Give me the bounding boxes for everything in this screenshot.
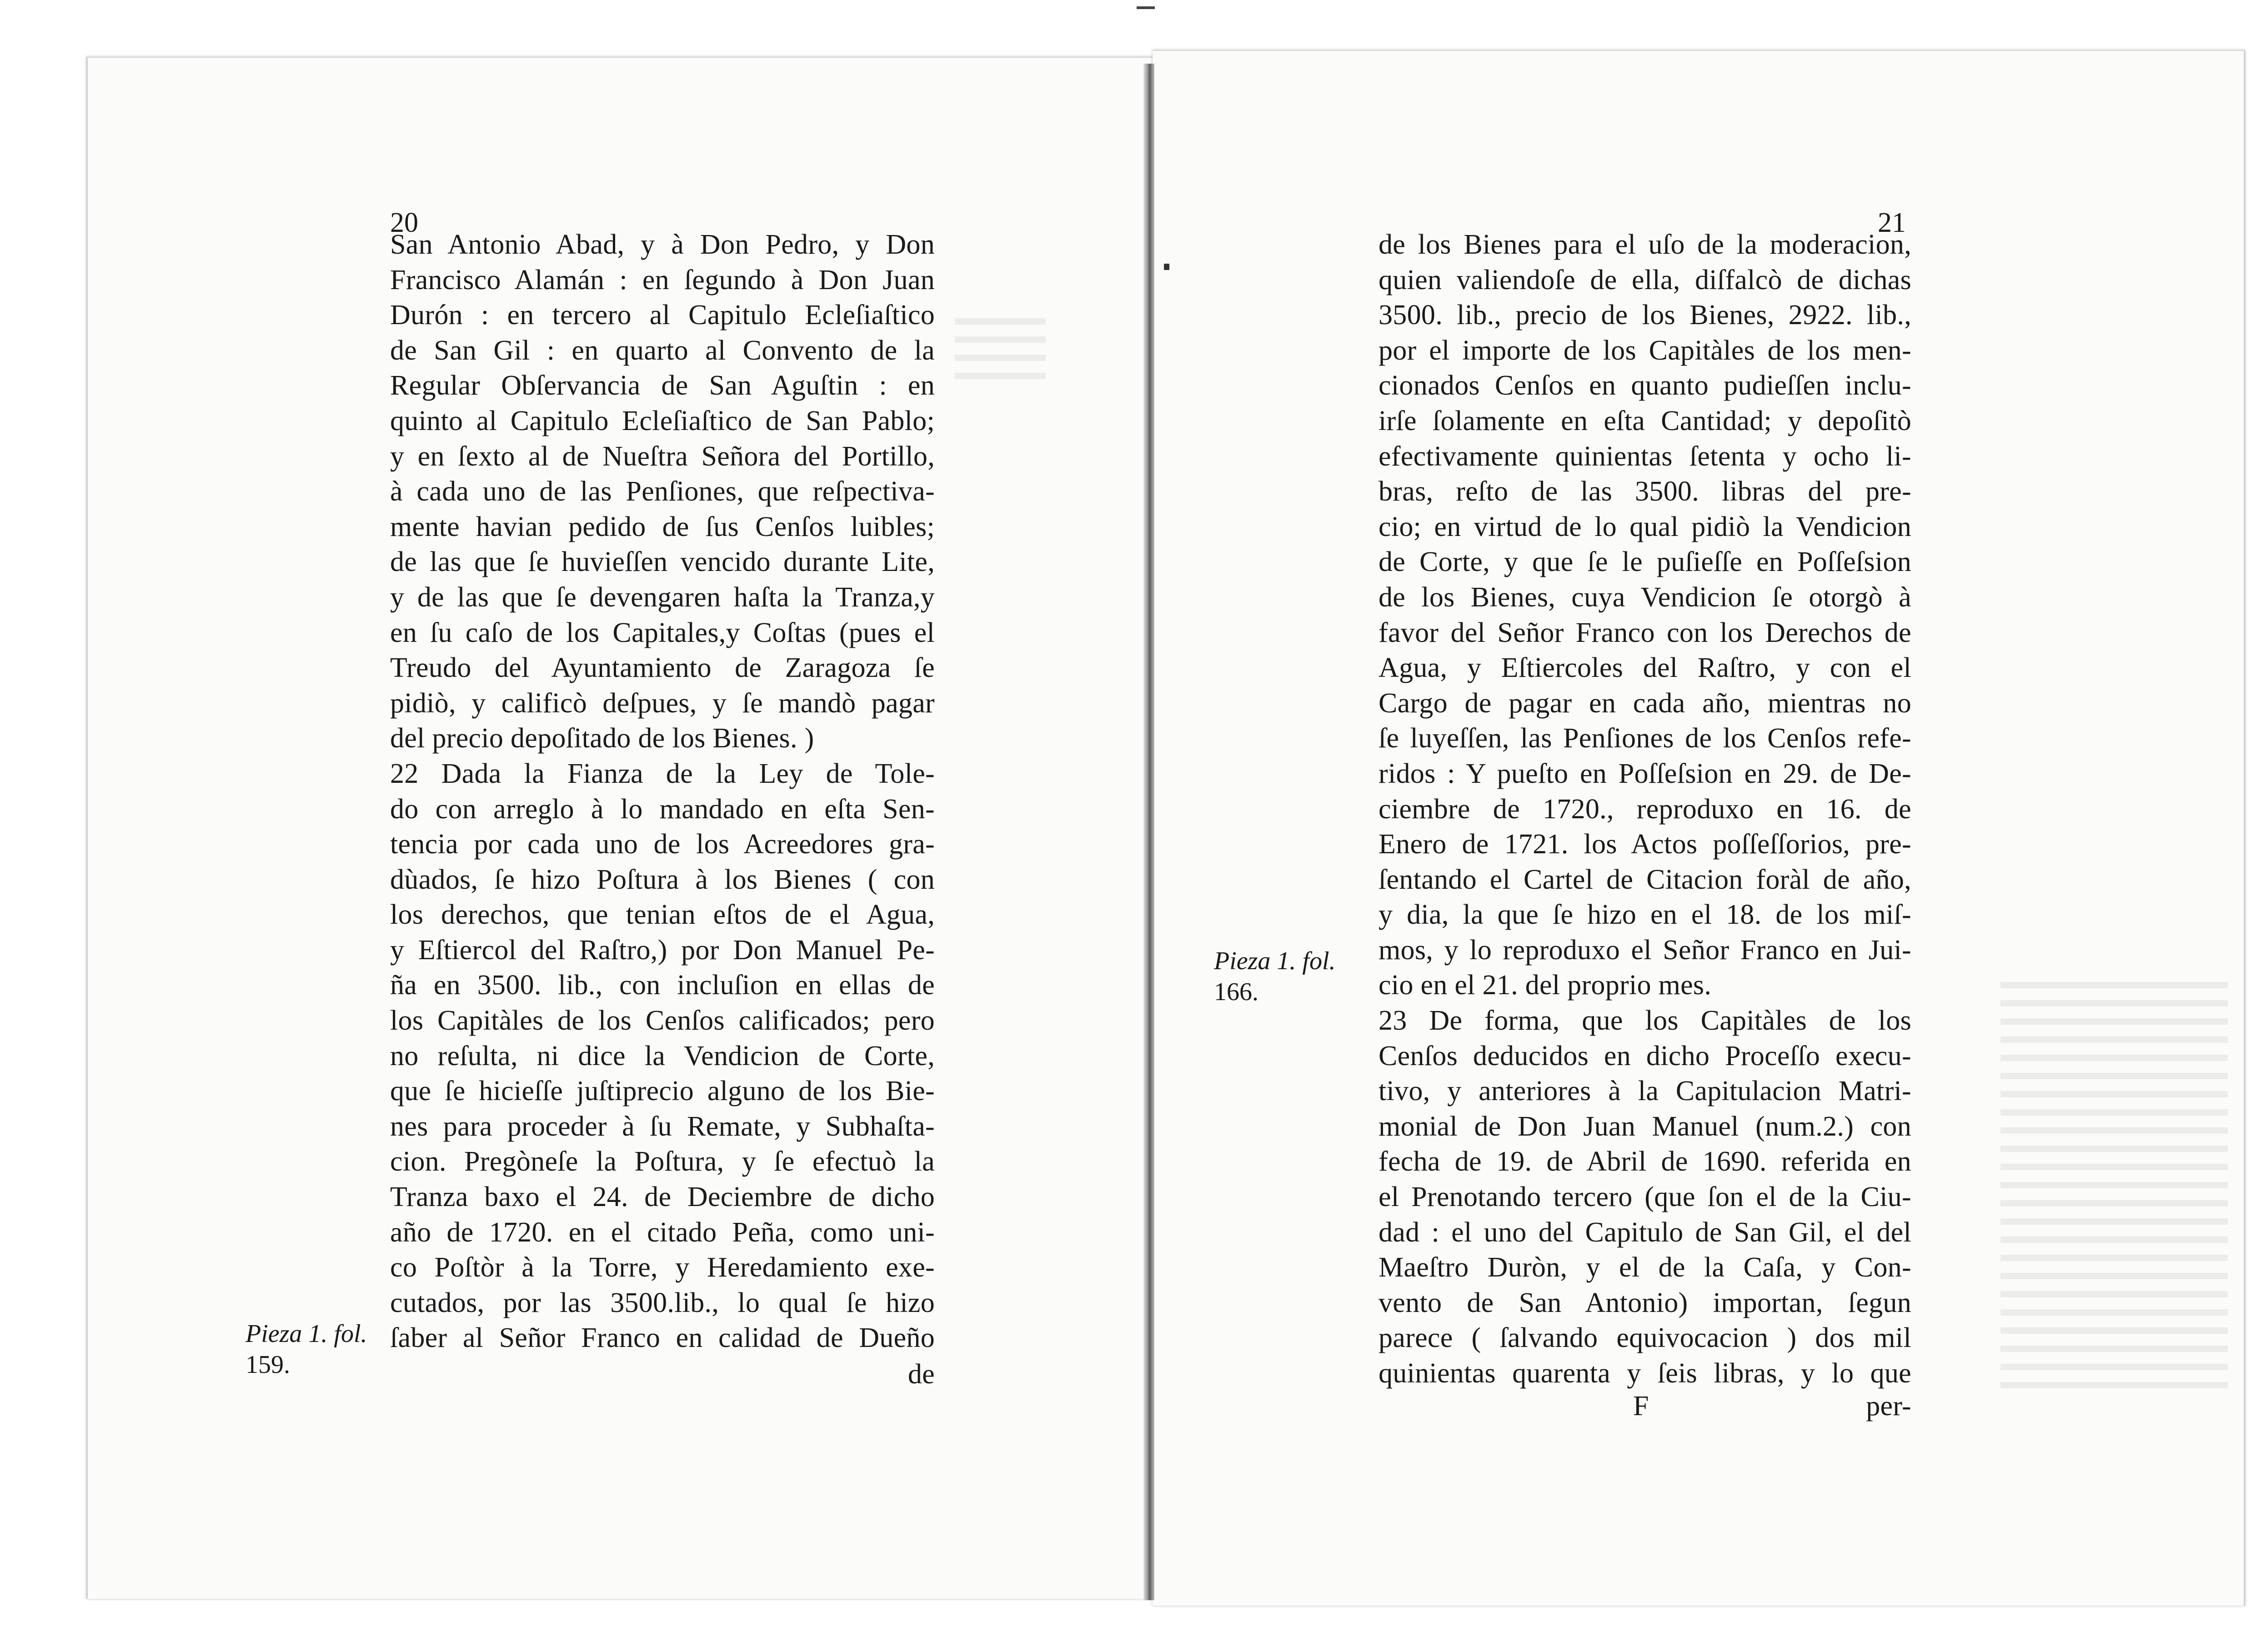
text-line: dùados, ſe hizo Poſtura à los Bienes ( con <box>390 864 935 895</box>
text-line: quinto al Capitulo Ecleſiaſtico de San Pablo; <box>390 405 935 436</box>
text-line: en ſu caſo de los Capitales,y Coſtas (pues el <box>390 617 935 648</box>
text-line: ſentando el Cartel de Citacion foràl de año, <box>1379 864 1911 895</box>
text-line: Maeſtro Duròn, y el de la Caſa, y Con- <box>1379 1252 1911 1283</box>
text-line: y Eſtiercol del Raſtro,) por Don Manuel Pe- <box>390 934 935 966</box>
margin-note-right-number: 166. <box>1214 978 1258 1006</box>
bleed-through-left <box>955 318 1046 391</box>
text-line: mente havian pedido de ſus Cenſos luibles; <box>390 511 935 542</box>
text-line: San Antonio Abad, y à Don Pedro, y Don <box>390 229 935 260</box>
text-line: ſaber al Señor Franco en calidad de Dueño <box>390 1322 935 1354</box>
margin-note-left-number: 159. <box>246 1351 290 1379</box>
text-line: efectivamente quinientas ſetenta y ocho li- <box>1379 441 1911 472</box>
text-line: parece ( ſalvando equivocacion ) dos mil <box>1379 1322 1911 1354</box>
text-line: de Corte, y que ſe le puſieſſe en Poſſeſsion <box>1379 546 1911 578</box>
text-line: fecha de 19. de Abril de 1690. referida en <box>1379 1146 1911 1177</box>
text-line: dad : el uno del Capitulo de San Gil, el del <box>1379 1216 1911 1248</box>
text-line: y dia, la que ſe hizo en el 18. de los miſ- <box>1379 899 1911 931</box>
left-catchword <box>390 1357 935 1392</box>
catchword-left: de <box>907 1359 935 1390</box>
signature-mark: F <box>1633 1391 1649 1422</box>
right-page-footer <box>1379 1389 1911 1424</box>
text-line: Enero de 1721. los Actos poſſeſſorios, pre- <box>1379 829 1911 860</box>
text-line: nes para proceder à ſu Remate, y Subhaſta- <box>390 1111 935 1142</box>
page-number-left: 20 <box>390 207 418 238</box>
text-line: co Poſtòr à la Torre, y Heredamiento exe- <box>390 1252 935 1283</box>
text-line: los derechos, que tenian eſtos de el Agua, <box>390 899 935 931</box>
text-line: mos, y lo reproduxo el Señor Franco en Jui- <box>1379 934 1911 966</box>
text-line: cutados, por las 3500.lib., lo qual ſe hizo <box>390 1287 935 1318</box>
text-line: Regular Obſervancia de San Aguſtin : en <box>390 370 935 401</box>
text-line: quien valiendoſe de ella, diſfalcò de dichas <box>1379 264 1911 295</box>
catchword-right: per- <box>1866 1391 1911 1422</box>
text-line: 3500. lib., precio de los Bienes, 2922. lib., <box>1379 300 1911 331</box>
text-line: irſe ſolamente en eſta Cantidad; y depoſitò <box>1379 405 1911 436</box>
text-line: de los Bienes para el uſo de la moderacion, <box>1379 229 1911 260</box>
top-mark <box>1137 6 1155 9</box>
text-line: los Capitàles de los Cenſos calificados; pero <box>390 1005 935 1036</box>
text-line: tivo, y anteriores à la Capitulacion Matri- <box>1379 1076 1911 1107</box>
right-footer-line <box>1379 1389 1911 1424</box>
text-line: ſe luyeſſen, las Penſiones de los Cenſos refe- <box>1379 723 1911 754</box>
text-line: Tranza baxo el 24. de Deciembre de dicho <box>390 1181 935 1213</box>
text-line: cion. Pregòneſe la Poſtura, y ſe efectuò la <box>390 1146 935 1177</box>
text-line: Cargo de pagar en cada año, mientras no <box>1379 687 1911 719</box>
text-line: cionados Cenſos en quanto pudieſſen inclu- <box>1379 370 1911 401</box>
left-page-text <box>390 227 935 1356</box>
page-number-right: 21 <box>1878 207 1906 238</box>
text-line: à cada uno de las Penſiones, que reſpectiva- <box>390 476 935 507</box>
text-line: vento de San Antonio) importan, ſegun <box>1379 1287 1911 1318</box>
text-line: ciembre de 1720., reproduxo en 16. de <box>1379 793 1911 825</box>
text-line: cio; en virtud de lo qual pidiò la Vendicion <box>1379 511 1911 542</box>
book-gutter <box>1143 64 1154 1600</box>
text-line: de San Gil : en quarto al Convento de la <box>390 335 935 366</box>
text-line: quinientas quarenta y ſeis libras, y lo que <box>1379 1358 1911 1389</box>
text-line: ridos : Y pueſto en Poſſeſsion en 29. de De- <box>1379 758 1911 789</box>
text-line: del precio depoſitado de los Bienes. ) <box>390 723 814 754</box>
text-line: año de 1720. en el citado Peña, como uni- <box>390 1216 935 1248</box>
text-line: favor del Señor Franco con los Derechos de <box>1379 617 1911 648</box>
ink-mark <box>1164 264 1169 270</box>
text-line: y de las que ſe devengaren haſta la Tranza,y <box>390 581 935 613</box>
text-line: de las que ſe huvieſſen vencido durante Lite, <box>390 546 935 578</box>
text-line: Agua, y Eſtiercoles del Raſtro, y con el <box>1379 652 1911 684</box>
text-line: cio en el 21. del proprio mes. <box>1379 970 1712 1001</box>
text-line: no reſulta, ni dice la Vendicion de Corte, <box>390 1040 935 1071</box>
margin-note-left <box>246 1318 367 1380</box>
text-line: Treudo del Ayuntamiento de Zaragoza ſe <box>390 652 935 684</box>
text-line: bras, reſto de las 3500. libras del pre- <box>1379 476 1911 507</box>
text-line: de los Bienes, cuya Vendicion ſe otorgò à <box>1379 581 1911 613</box>
margin-note-right-label: Pieza 1. fol. <box>1214 947 1336 975</box>
text-line: 23 De forma, que los Capitàles de los <box>1379 1005 1911 1036</box>
text-line: y en ſexto al de Nueſtra Señora del Portillo, <box>390 441 935 472</box>
margin-note-left-label: Pieza 1. fol. <box>246 1320 367 1348</box>
right-page-text <box>1379 227 1911 1392</box>
text-line: tencia por cada uno de los Acreedores gra- <box>390 829 935 860</box>
text-line: pidiò, y calificò deſpues, y ſe mandò pagar <box>390 687 935 719</box>
text-line: 22 Dada la Fianza de la Ley de Tole- <box>390 758 935 789</box>
bleed-through-right <box>2000 982 2228 1391</box>
text-line: ña en 3500. lib., con incluſion en ellas de <box>390 970 935 1001</box>
text-line: Durón : en tercero al Capitulo Ecleſiaſtico <box>390 300 935 331</box>
text-line: Francisco Alamán : en ſegundo à Don Juan <box>390 264 935 295</box>
margin-note-right <box>1214 946 1336 1007</box>
text-line: monial de Don Juan Manuel (num.2.) con <box>1379 1111 1911 1142</box>
text-line: do con arreglo à lo mandado en eſta Sen- <box>390 793 935 825</box>
text-line: Cenſos deducidos en dicho Proceſſo execu- <box>1379 1040 1911 1071</box>
text-line: que ſe hicieſſe juſtiprecio alguno de los Bie- <box>390 1076 935 1107</box>
text-line: el Prenotando tercero (que ſon el de la Ciu- <box>1379 1181 1911 1213</box>
text-line: por el importe de los Capitàles de los men- <box>1379 335 1911 366</box>
